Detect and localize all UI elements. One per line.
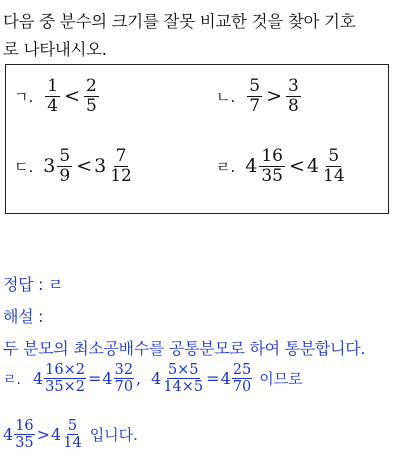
fraction — [44, 362, 86, 395]
numerator: 5 — [249, 76, 261, 96]
fraction — [108, 147, 134, 185]
comparison-operator: < — [76, 155, 93, 178]
numerator: 2 — [86, 76, 97, 96]
numerator: 5 — [328, 146, 340, 166]
denominator: 7 — [249, 95, 261, 116]
choice-a — [14, 77, 101, 115]
equals-sign: = — [206, 369, 220, 389]
denominator: 35×2 — [45, 379, 85, 396]
denominator: 35 — [261, 165, 283, 186]
denominator: 70 — [114, 379, 134, 396]
numerator: 25 — [232, 362, 252, 378]
whole-number: 4 — [220, 369, 231, 389]
numerator: 16 — [15, 418, 34, 434]
numerator: 16 — [261, 146, 283, 166]
fraction — [114, 362, 134, 395]
explanation-math-line-1 — [3, 362, 303, 395]
comparison-operator: < — [64, 85, 81, 108]
fraction — [321, 147, 347, 185]
comma: , — [136, 369, 142, 389]
fraction — [57, 147, 72, 185]
denominator: 9 — [59, 165, 71, 186]
denominator: 14×5 — [163, 379, 204, 396]
numerator: 1 — [47, 76, 59, 96]
denominator: 8 — [288, 95, 299, 116]
explanation-math-line-2 — [3, 418, 138, 451]
whole-number: 4 — [51, 425, 62, 445]
whole-number: 3 — [94, 155, 107, 178]
fraction — [259, 147, 285, 185]
fraction — [45, 77, 60, 115]
fraction — [84, 77, 99, 115]
answer-label: 정답 : — [3, 275, 48, 294]
whole-number: 4 — [32, 369, 44, 389]
denominator: 14 — [63, 435, 82, 452]
numerator: 7 — [115, 146, 127, 166]
numerator: 5 — [59, 146, 71, 166]
choice-label: ㄹ. — [216, 157, 236, 176]
whole-number: 4 — [3, 425, 14, 445]
explanation-suffix: 이므로 — [259, 370, 303, 389]
whole-number: 4 — [151, 369, 162, 389]
whole-number: 4 — [306, 155, 320, 178]
explanation-label: 해설 : — [3, 307, 44, 326]
choice-c — [14, 147, 136, 185]
denominator: 4 — [47, 95, 59, 116]
whole-number: 4 — [102, 369, 113, 389]
fraction — [286, 77, 301, 115]
denominator: 35 — [15, 435, 34, 452]
denominator: 12 — [110, 165, 132, 186]
fraction — [232, 362, 252, 395]
numerator: 32 — [114, 362, 134, 378]
comparison-operator: < — [289, 155, 305, 178]
answer-value: ㄹ — [47, 275, 64, 294]
explanation-suffix: 입니다. — [89, 426, 138, 445]
explanation-choice-label: ㄹ. — [3, 371, 21, 388]
choice-d — [216, 147, 349, 185]
question-line-1: 다음 중 분수의 크기를 잘못 비교한 것을 찾아 기호 — [3, 12, 356, 31]
explanation-text: 두 분모의 최소공배수를 공통분모로 하여 통분합니다. — [3, 339, 366, 358]
denominator: 70 — [232, 379, 252, 396]
choice-label: ㄴ. — [216, 87, 236, 106]
comparison-operator: > — [266, 85, 283, 108]
fraction — [62, 418, 82, 451]
whole-number: 3 — [43, 155, 56, 178]
greater-than-sign: > — [36, 425, 51, 445]
choice-label: ㄷ. — [14, 157, 34, 176]
fraction — [162, 362, 204, 395]
numerator: 5 — [67, 418, 78, 434]
fraction — [14, 418, 34, 451]
fraction — [247, 77, 262, 115]
denominator: 5 — [86, 95, 97, 116]
choices-box — [5, 64, 389, 214]
equals-sign: = — [88, 369, 102, 389]
denominator: 14 — [323, 165, 345, 186]
question-line-2: 로 나타내시오. — [3, 40, 107, 59]
numerator: 3 — [288, 76, 299, 96]
choice-b — [216, 77, 303, 115]
choice-label: ㄱ. — [14, 87, 34, 106]
whole-number: 4 — [245, 155, 258, 178]
numerator: 5×5 — [167, 362, 199, 378]
numerator: 16×2 — [45, 362, 85, 378]
answer-line — [3, 272, 63, 295]
